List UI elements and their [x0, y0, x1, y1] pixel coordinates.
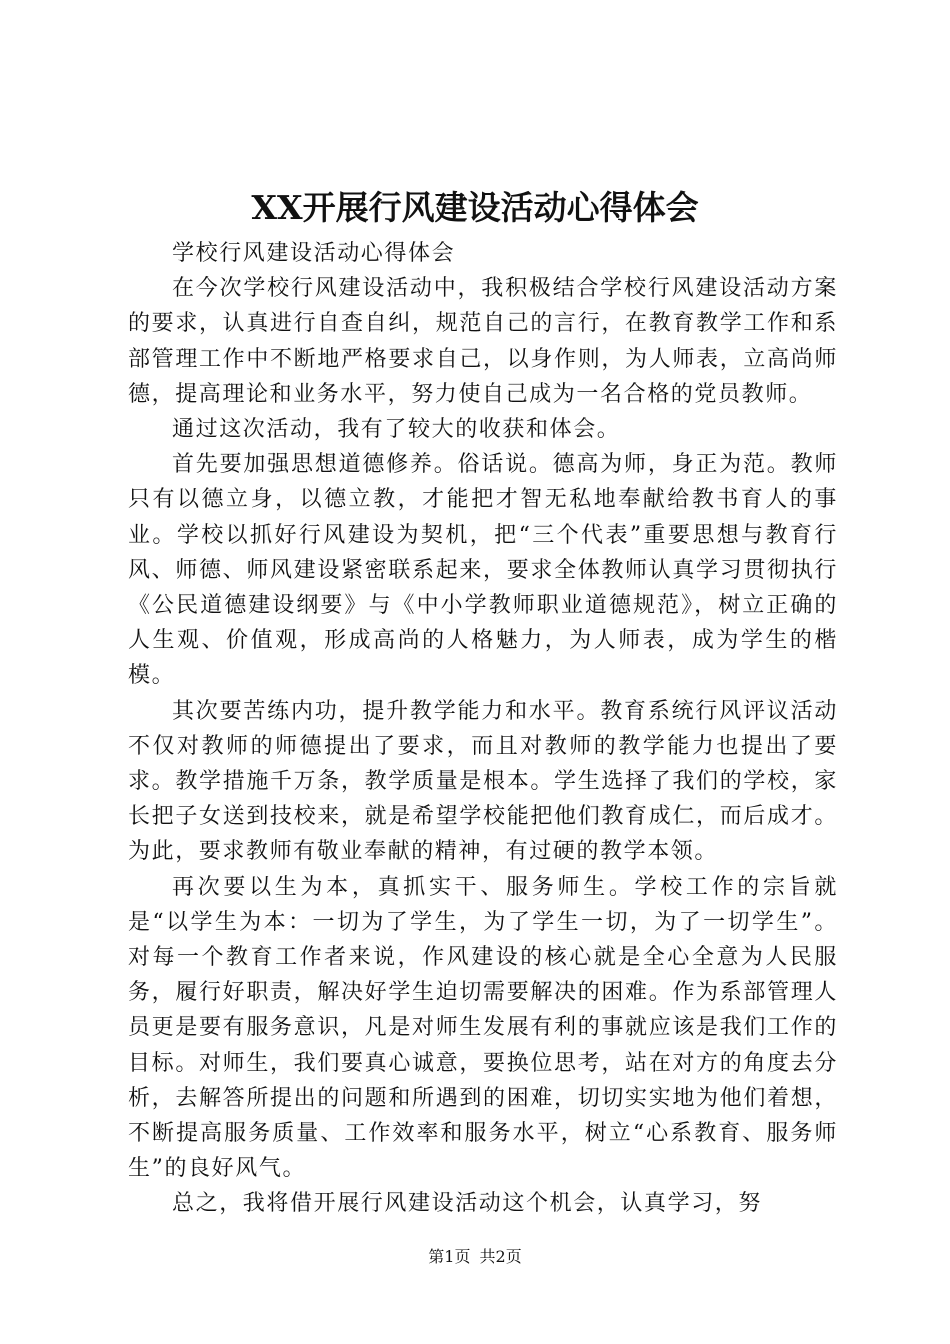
paragraph-subtitle: 学校行风建设活动心得体会: [172, 241, 456, 266]
page-number: 第1页: [428, 1247, 471, 1266]
page-footer: [0, 1245, 950, 1269]
page-total: 共2页: [479, 1247, 522, 1266]
paragraph-summary: 通过这次活动，我有了较大的收获和体会。: [172, 417, 621, 443]
paragraph-third-point: 再次要以生为本，真抓实干、服务师生。学校工作的宗旨就是“以学生为本：一切为了学生，为了学生一切，为了一切学生”。对每一个教育工作者来说，作风建设的核心就是全心全意为人民服务，履行好职责，解决好学生迫切需要解决的困难。作为系部管理人员更是要有服务意识，凡是对师生发展有利的事就应该是我们工作的目标。对师生，我们要真心诚意，要换位思考，站在对方的角度去分析，去解答所提出的问题和所遇到的困难，切切实实地为他们着想，不断提高服务质量、工作效率和服务水平，树立“心系教育、服务师生”的良好风气。: [128, 874, 838, 1182]
paragraph-second-point: 其次要苦练内功，提升教学能力和水平。教育系统行风评议活动不仅对教师的师德提出了要求，而且对教师的教学能力也提出了要求。教学措施千万条，教学质量是根本。学生选择了我们的学校，家长把子女送到技校来，就是希望学校能把他们教育成仁，而后成才。为此，要求教师有敬业奉献的精神，有过硬的教学本领。: [128, 698, 838, 865]
paragraph-intro: 在今次学校行风建设活动中，我积极结合学校行风建设活动方案的要求，认真进行自查自纠，规范自己的言行，在教育教学工作和系部管理工作中不断地严格要求自己，以身作则，为人师表，立高尚师德，提高理论和业务水平，努力使自己成为一名合格的党员教师。: [128, 276, 838, 407]
paragraph-first-point: 首先要加强思想道德修养。俗话说。德高为师，身正为范。教师只有以德立身，以德立教，才能把才智无私地奉献给教书育人的事业。学校以抓好行风建设为契机，把“三个代表”重要思想与教育行风、师德、师风建设紧密联系起来，要求全体教师认真学习贯彻执行《公民道德建设纲要》与《中小学教师职业道德规范》，树立正确的人生观、价值观，形成高尚的人格魅力，为人师表，成为学生的楷模。: [128, 452, 838, 689]
document-body: [128, 236, 838, 1222]
document-title: XX开展行风建设活动心得体会: [251, 188, 699, 227]
paragraph-conclusion: 总之，我将借开展行风建设活动这个机会，认真学习，努: [172, 1191, 763, 1217]
